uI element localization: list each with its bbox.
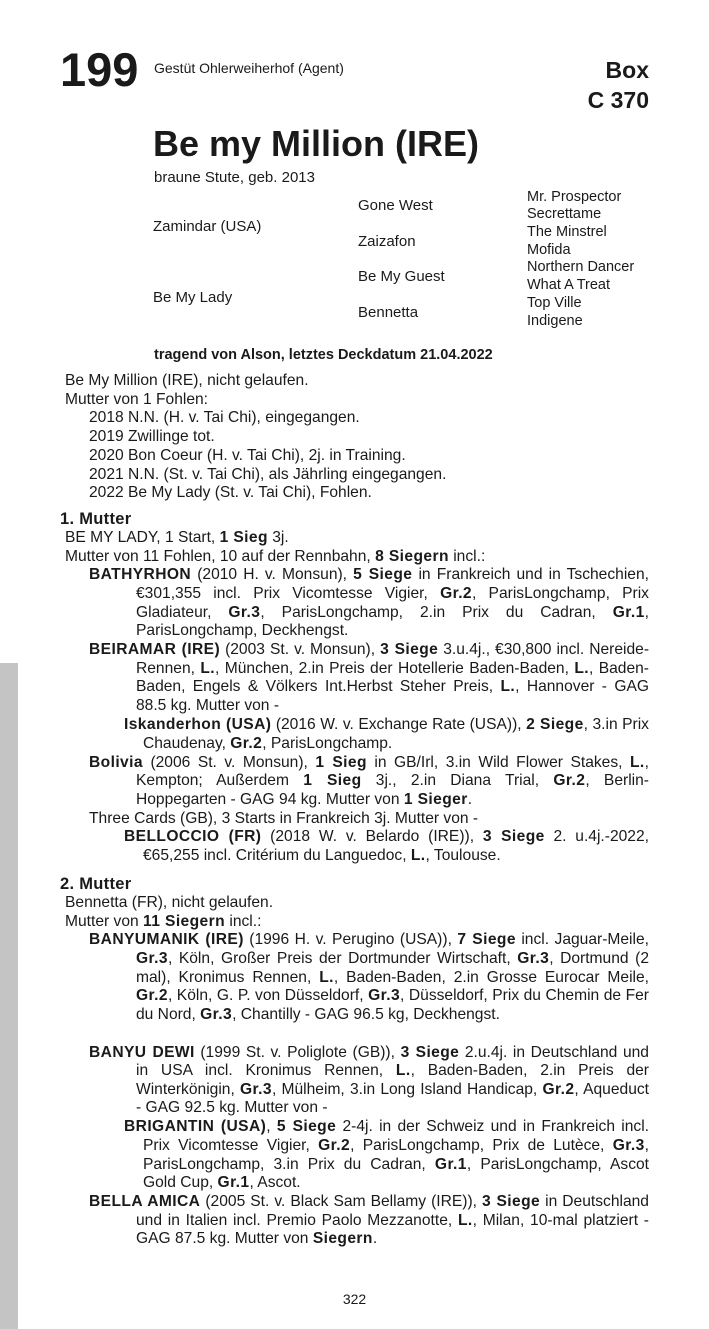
dam1-produce-intro: Mutter von 11 Fohlen, 10 auf der Rennbahn, 8 Siegern incl.:: [65, 547, 486, 565]
box-label: Box: [605, 57, 649, 83]
dam1-entry-three-cards: Three Cards (GB), 3 Starts in Frankreich 3j. Mutter von -: [89, 809, 479, 827]
foal-2020: 2020 Bon Coeur (H. v. Tai Chi), 2j. in Training.: [89, 446, 406, 464]
dam2-entry-brigantin: BRIGANTIN (USA), 5 Siege 2-4j. in der Schweiz und in Frankreich incl. Prix Vicomtesse Vigier, Gr.2, ParisLongchamp, Prix de Lutèce, Gr.3, ParisLongchamp, 3.in Prix du Cadran, Gr.1, ParisLongchamp, Ascot Gold Cup, Gr.1, Ascot.: [124, 1118, 649, 1192]
page-number: 322: [342, 1291, 367, 1307]
dam2-entry-banyumanik: BANYUMANIK (IRE) (1996 H. v. Perugino (USA)), 7 Siege incl. Jaguar-Meile, Gr.3, Köln, Großer Preis der Dortmunder Wirtschaft, Gr.3, Dortmund (2 mal), Kronimus Rennen, L., Baden-Baden, 2.in Grosse Eurocar Meile, Gr.2, Köln, G. P. von Düsseldorf, Gr.3, Düsseldorf, Prix du Chemin de Fer du Nord, Gr.3, Chantilly - GAG 96.5 kg, Deckhengst.: [89, 931, 650, 1023]
lot-number: 199: [60, 43, 139, 96]
covering-info: tragend von Alson, letztes Deckdatum 21.04.2022: [154, 347, 493, 363]
dam2-heading: 2. Mutter: [60, 875, 132, 893]
foal-2019: 2019 Zwillinge tot.: [89, 428, 215, 446]
box-number: C 370: [587, 87, 649, 113]
horse-name: Be my Million (IRE): [153, 123, 480, 164]
own-record: Be My Million (IRE), nicht gelaufen.: [65, 372, 309, 389]
dam2-entry-bella-amica: BELLA AMICA (2005 St. v. Black Sam Bellamy (IRE)), 3 Siege in Deutschland und in Italien incl. Premio Paolo Mezzanotte, L., Milan, 10-mal platziert - GAG 87.5 kg. Mutter von Siegern.: [89, 1193, 650, 1248]
dam2-record: Bennetta (FR), nicht gelaufen.: [65, 894, 274, 911]
dam1-entry-bolivia: Bolivia (2006 St. v. Monsun), 1 Sieg in GB/Irl, 3.in Wild Flower Stakes, L., Kempton; Außerdem 1 Sieg 3j., 2.in Diana Trial, Gr.2, Berlin-Hoppegarten - GAG 94 kg. Mutter von 1 Sieger.: [89, 753, 649, 808]
dam1-entry-belloccio: BELLOCCIO (FR) (2018 W. v. Belardo (IRE)), 3 Siege 2. u.4j.-2022, €65,255 incl. Critérium du Languedoc, L., Toulouse.: [124, 828, 649, 864]
pedigree-sire-sire: Gone West: [358, 197, 433, 214]
page-edge-tab: [0, 663, 18, 1329]
dam1-entry-iskanderhon: Iskanderhon (USA) (2016 W. v. Exchange Rate (USA)), 2 Siege, 3.in Prix Chaudenay, Gr.2, ParisLongchamp.: [124, 716, 649, 752]
box-info: [588, 55, 649, 115]
dam1-record: BE MY LADY, 1 Start, 1 Sieg 3j.: [65, 529, 289, 546]
pedigree-dam-dam: Bennetta: [358, 304, 419, 321]
dam1-heading: 1. Mutter: [60, 510, 132, 528]
foal-2018: 2018 N.N. (H. v. Tai Chi), eingegangen.: [89, 409, 360, 427]
consignor: Gestüt Ohlerweiherhof (Agent): [154, 60, 344, 76]
pedigree-ggp-5: Northern Dancer: [527, 259, 635, 275]
dam1-entry-bathyrhon: BATHYRHON (2010 H. v. Monsun), 5 Siege in Frankreich und in Tschechien, €301,355 incl. Prix Vicomtesse Vigier, Gr.2, ParisLongchamp, Prix Gladiateur, Gr.3, ParisLongchamp, 2.in Prix du Cadran, Gr.1, ParisLongchamp, Deckhengst.: [89, 566, 649, 640]
pedigree-ggp-2: Secrettame: [527, 206, 602, 222]
foal-2021: 2021 N.N. (St. v. Tai Chi), als Jährling eingegangen.: [89, 465, 447, 483]
dam1-entry-beiramar: BEIRAMAR (IRE) (2003 St. v. Monsun), 3 Siege 3.u.4j., €30,800 incl. Nereide-Rennen, L., München, 2.in Preis der Hotellerie Baden-Baden, L., Baden-Baden, Engels & Völkers Int.Herbst Steher Preis, L., Hannover - GAG 88.5 kg. Mutter von -: [89, 641, 650, 714]
pedigree-ggp-1: Mr. Prospector: [527, 189, 622, 205]
pedigree-ggp-6: What A Treat: [527, 277, 611, 293]
pedigree-dam-sire: Be My Guest: [358, 268, 445, 285]
pedigree-sire: Zamindar (USA): [153, 218, 262, 235]
pedigree-sire-dam: Zaizafon: [358, 233, 416, 250]
pedigree-dam: Be My Lady: [153, 289, 233, 306]
dam2-produce-intro: Mutter von 11 Siegern incl.:: [65, 912, 262, 930]
dam2-entry-banyu-dewi: BANYU DEWI (1999 St. v. Poliglote (GB)), 3 Siege 2.u.4j. in Deutschland und in USA incl. Kronimus Rennen, L., Baden-Baden, 2.in Preis der Winterkönigin, Gr.3, Mülheim, 3.in Long Island Handicap, Gr.2, Aqueduct - GAG 92.5 kg. Mutter von -: [89, 1043, 650, 1117]
pedigree-ggp-4: Mofida: [527, 242, 571, 258]
horse-description: braune Stute, geb. 2013: [154, 169, 315, 186]
pedigree-ggp-7: Top Ville: [527, 295, 582, 311]
pedigree-ggp-8: Indigene: [527, 313, 583, 329]
own-foals-intro: Mutter von 1 Fohlen:: [65, 390, 209, 408]
foal-2022: 2022 Be My Lady (St. v. Tai Chi), Fohlen.: [89, 484, 372, 502]
pedigree-ggp-3: The Minstrel: [527, 224, 607, 240]
